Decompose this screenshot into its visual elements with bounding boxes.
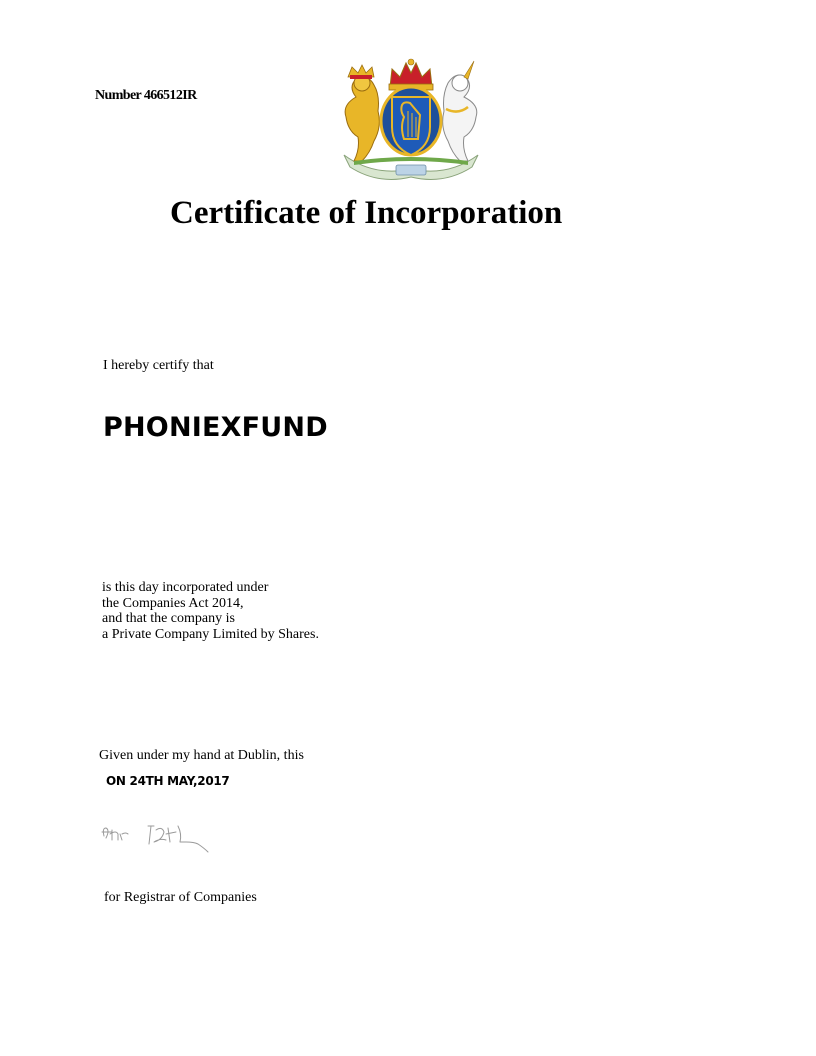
statement-line: is this day incorporated under: [102, 580, 269, 595]
incorporation-statement: [102, 580, 319, 642]
statement-line: the Companies Act 2014,: [102, 595, 244, 611]
registrar-signature: [98, 820, 216, 860]
incorporation-date: ON 24TH MAY,2017: [106, 774, 230, 788]
company-name: PHONIEXFUND: [103, 412, 328, 443]
registrar-caption: for Registrar of Companies: [104, 890, 257, 905]
statement-line: and that the company is: [102, 611, 235, 626]
given-under-hand-line: Given under my hand at Dublin, this: [99, 748, 304, 763]
statement-line: a Private Company Limited by Shares.: [102, 626, 319, 642]
coat-of-arms-emblem: [334, 57, 488, 181]
certificate-number: Number 466512IR: [95, 88, 197, 103]
page-title: Certificate of Incorporation: [170, 195, 563, 231]
certify-statement: I hereby certify that: [103, 358, 214, 373]
